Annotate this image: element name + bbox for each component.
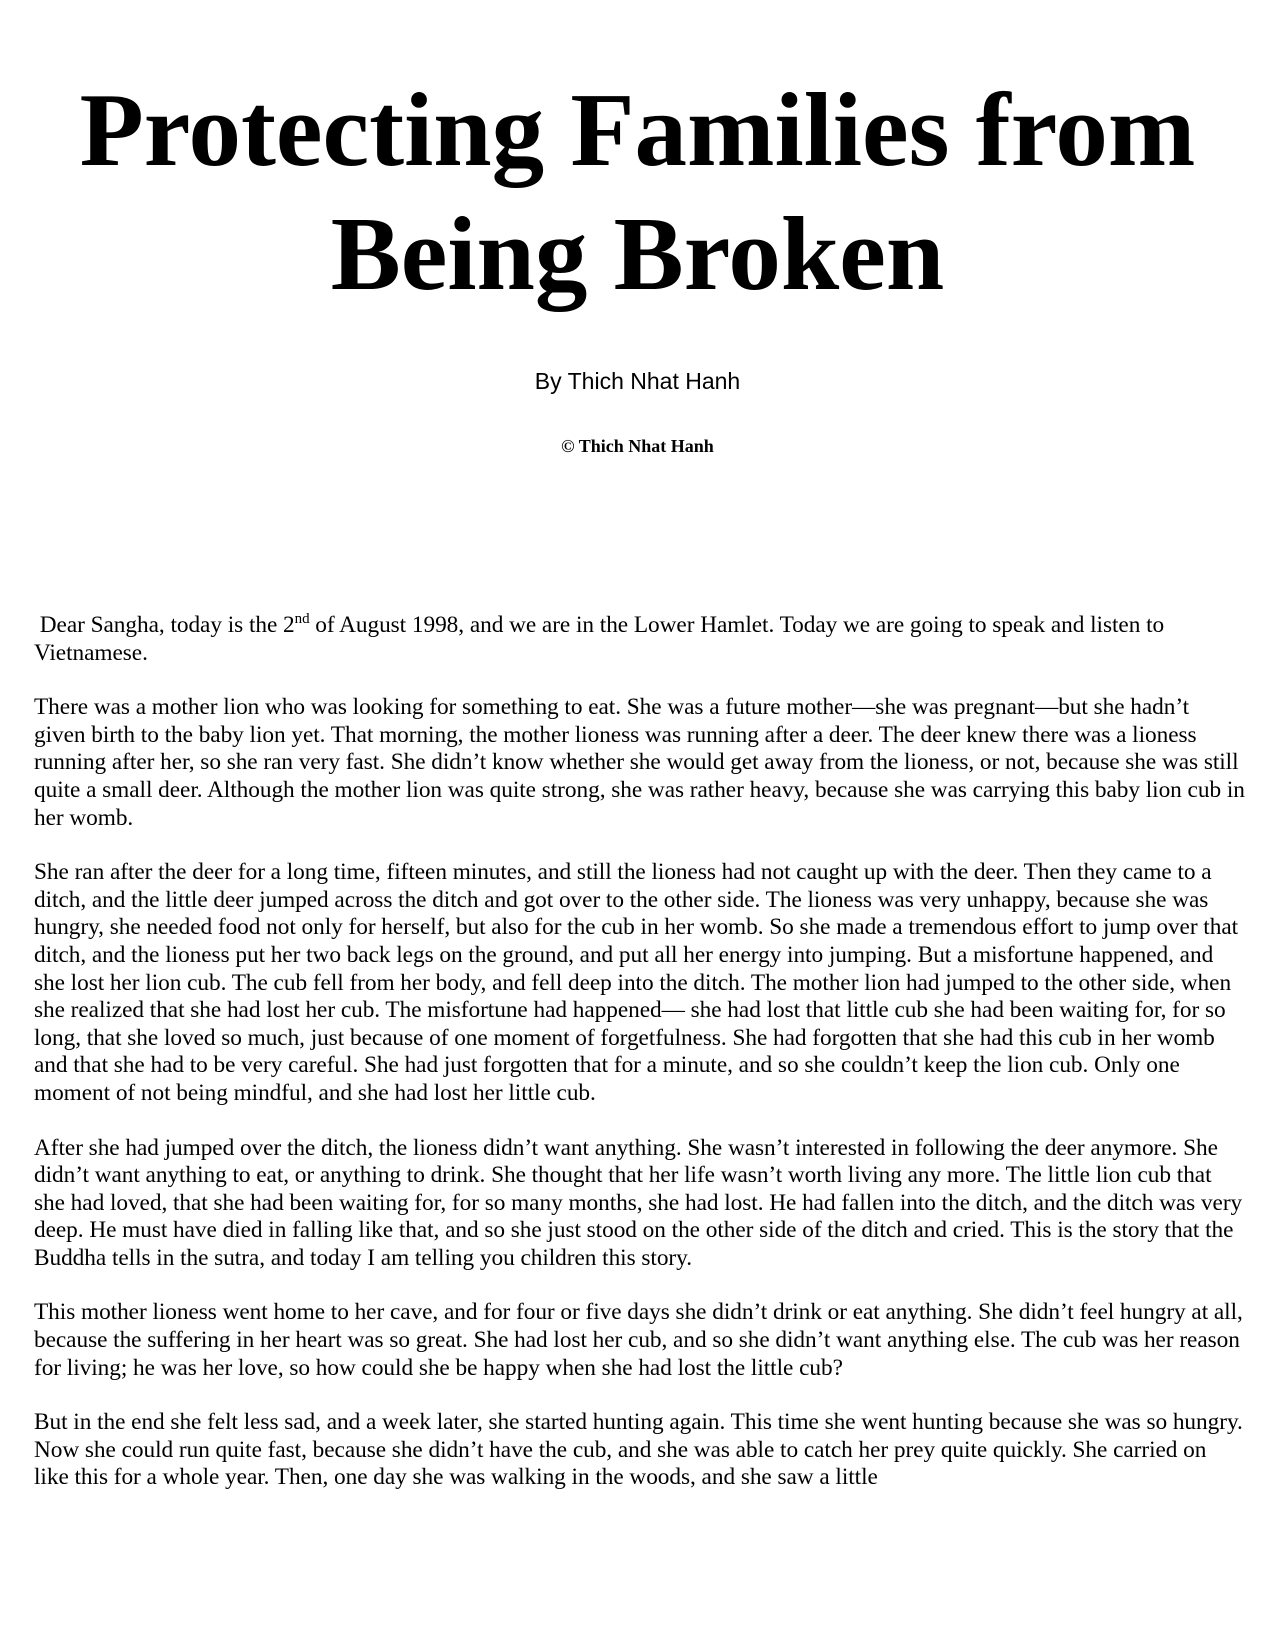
date-superscript: nd [294, 611, 310, 627]
intro-paragraph [34, 612, 1246, 667]
title-line-1: Protecting Families from [79, 71, 1196, 188]
paragraph: But in the end she felt less sad, and a week later, she started hunting again. This time she went hunting because she was so hungry. Now she could run quite fast, because she didn’t have the cub, and she was able to catch her prey quite quickly. She carried on like this for a whole year. Then, one day she was walking in the woods, and she saw a little [34, 1409, 1243, 1491]
paragraph: This mother lioness went home to her cave, and for four or five days she didn’t drink or eat anything. She didn’t feel hungry at all, because the suffering in her heart was so great. She had lost her cub, and so she didn’t want anything else. The cub was her reason for living; he was her love, so how could she be happy when she had lost the little cub? [34, 1299, 1243, 1381]
paragraph: After she had jumped over the ditch, the lioness didn’t want anything. She wasn’t interested in following the deer anymore. She didn’t want anything to eat, or anything to drink. She thought that her life wasn’t worth living any more. The little lion cub that she had loved, that she had been waiting for, for so many months, she had lost. He had fallen into the ditch, and the ditch was very deep. He must have died in falling like that, and so she just stood on the other side of the ditch and cried. This is the story that the Buddha tells in the sutra, and today I am telling you children this story. [34, 1134, 1243, 1271]
paragraph: She ran after the deer for a long time, fifteen minutes, and still the lioness had not caught up with the deer. Then they came to a ditch, and the little deer jumped across the ditch and got over to the other side. The lioness was very unhappy, because she was hungry, she needed food not only for herself, but also for the cub in her womb. So she made a tremendous effort to jump over that ditch, and the lioness put her two back legs on the ground, and put all her energy into jumping. But a misfortune happened, and she lost her lion cub. The cub fell from her body, and fell deep into the ditch. The mother lion had jumped to the other side, when she realized that she had lost her cub. The misfortune had happened— she had lost that little cub she had been waiting for, for so long, that she loved so much, just because of one moment of forgetfulness. She had forgotten that she had this cub in her womb and that she had to be very careful. She had just forgotten that for a minute, and so she couldn’t keep the lion cub. Only one moment of not being mindful, and she had lost her little cub. [34, 859, 1239, 1106]
byline: By Thich Nhat Hanh [534, 368, 741, 394]
page-title [0, 68, 1275, 316]
intro-text-start: Dear Sangha, today is the 2 [34, 612, 295, 638]
paragraph: There was a mother lion who was looking for something to eat. She was a future mother—she was pregnant—but she hadn’t given birth to the baby lion yet. That morning, the mother lioness was running after a deer. The deer knew there was a lioness running after her, so she ran very fast. She didn’t know whether she would get away from the lioness, or not, because she was still quite a small deer. Although the mother lion was quite strong, she was rather heavy, because she was carrying this baby lion cub in her womb. [34, 694, 1245, 831]
copyright-notice: © Thich Nhat Hanh [561, 436, 714, 456]
title-line-2: Being Broken [330, 195, 945, 312]
intro-text-end: of August 1998, and we are in the Lower Hamlet. Today we are going to speak and listen to Vietnamese. [34, 612, 1165, 666]
article-body [34, 612, 1246, 1519]
